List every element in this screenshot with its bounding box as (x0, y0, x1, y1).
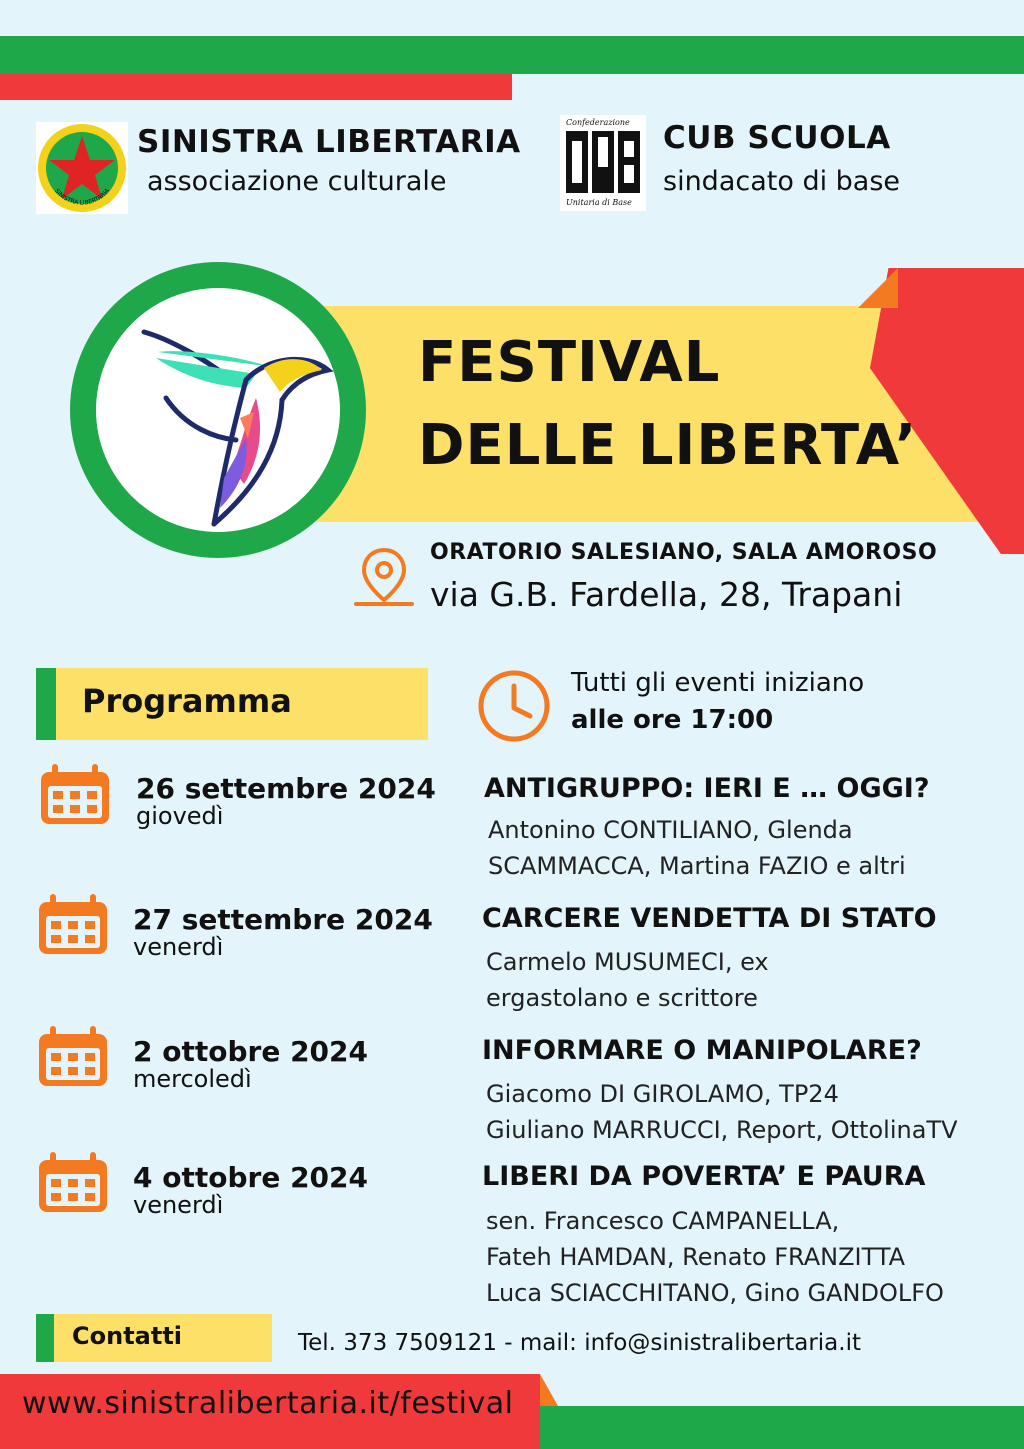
cub-logo-top-text: Confederazione (566, 118, 630, 127)
event-desc-line2: Fateh HAMDAN, Renato FRANZITTA (486, 1243, 906, 1271)
red-star-logo (36, 122, 128, 214)
event-title: INFORMARE O MANIPOLARE? (482, 1035, 922, 1066)
calendar-icon (36, 1152, 110, 1216)
bottom-green-stripe (540, 1406, 1024, 1449)
calendar-icon (36, 1026, 110, 1090)
org2-subtitle: sindacato di base (663, 166, 901, 197)
bird-icon (96, 288, 340, 532)
event-title: LIBERI DA POVERTA’ E PAURA (482, 1161, 926, 1192)
event-title: ANTIGRUPPO: IERI E … OGGI? (484, 773, 930, 804)
contatti-stripe (36, 1314, 54, 1362)
event-day: giovedì (136, 802, 224, 830)
orange-fold-decoration (858, 268, 898, 308)
event-desc-line2: SCAMMACCA, Martina FAZIO e altri (488, 852, 906, 880)
event-title: CARCERE VENDETTA DI STATO (482, 903, 937, 934)
top-red-stripe (0, 74, 512, 100)
festival-title-line2: DELLE LIBERTA’ (418, 413, 918, 478)
bottom-orange-fold (540, 1374, 558, 1406)
venue-address: via G.B. Fardella, 28, Trapani (430, 575, 903, 614)
location-pin-icon (352, 544, 416, 610)
logo1-text: SINISTRA LIBERTARIA (53, 187, 112, 207)
event-desc-line2: Giuliano MARRUCCI, Report, OttolinaTV (486, 1116, 958, 1144)
bird-circle (96, 288, 340, 532)
time-info-line2: alle ore 17:00 (571, 705, 774, 735)
website-link[interactable]: www.sinistralibertaria.it/festival (22, 1386, 514, 1421)
event-desc-line3: Luca SCIACCHITANO, Gino GANDOLFO (486, 1279, 944, 1307)
clock-icon (476, 668, 552, 744)
event-day: venerdì (133, 1191, 224, 1219)
cub-logo (560, 115, 646, 211)
event-desc-line1: Carmelo MUSUMECI, ex (486, 948, 769, 976)
contatti-label: Contatti (72, 1322, 183, 1350)
calendar-icon (36, 894, 110, 958)
venue-name: ORATORIO SALESIANO, SALA AMOROSO (430, 540, 938, 565)
event-desc-line1: sen. Francesco CAMPANELLA, (486, 1207, 840, 1235)
programma-stripe (36, 668, 56, 740)
event-desc-line1: Antonino CONTILIANO, Glenda (488, 816, 853, 844)
top-green-stripe (0, 36, 1024, 74)
event-day: mercoledì (133, 1065, 252, 1093)
contact-details[interactable]: Tel. 373 7509121 - mail: info@sinistralibertaria.it (298, 1330, 861, 1356)
cub-logo-bottom-text: Unitaria di Base (566, 198, 632, 207)
event-date: 26 settembre 2024 (136, 772, 436, 805)
event-desc-line2: ergastolano e scrittore (486, 984, 758, 1012)
event-date: 27 settembre 2024 (133, 903, 433, 936)
org1-name: SINISTRA LIBERTARIA (137, 124, 521, 160)
time-info-line1: Tutti gli eventi iniziano (571, 668, 865, 698)
calendar-icon (38, 764, 112, 828)
event-desc-line1: Giacomo DI GIROLAMO, TP24 (486, 1080, 839, 1108)
programma-label: Programma (82, 682, 292, 720)
event-date: 2 ottobre 2024 (133, 1035, 368, 1068)
org2-name: CUB SCUOLA (663, 120, 891, 156)
festival-title-line1: FESTIVAL (418, 330, 721, 395)
event-day: venerdì (133, 933, 224, 961)
event-date: 4 ottobre 2024 (133, 1161, 368, 1194)
org1-subtitle: associazione culturale (147, 166, 447, 197)
